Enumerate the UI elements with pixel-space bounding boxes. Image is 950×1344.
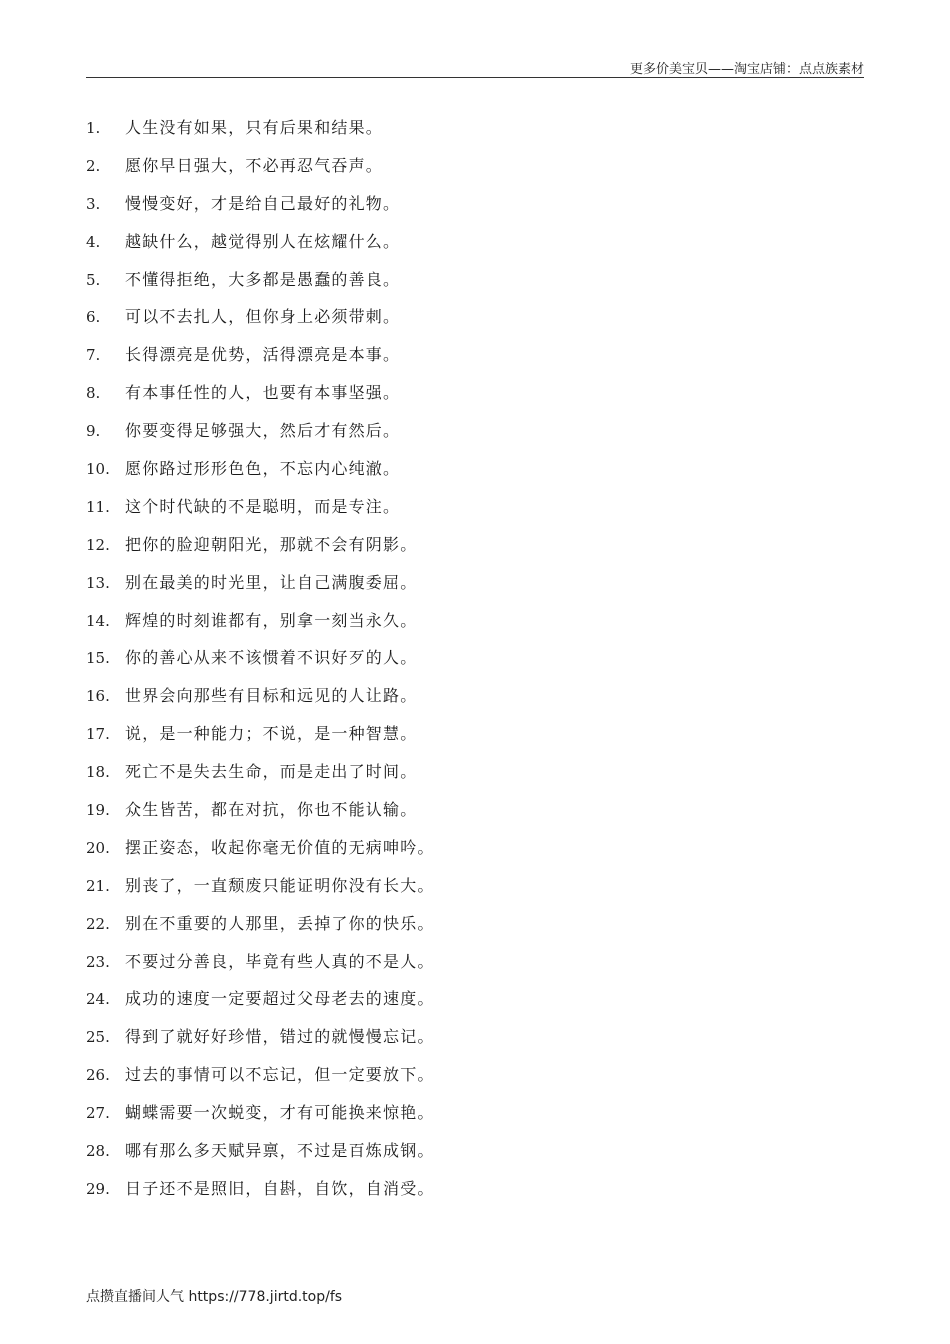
list-item-number: 9. [86,422,101,441]
list-item [86,261,435,299]
quote-list [86,109,435,1208]
list-item-number: 17. [86,725,110,744]
list-item-number: 14. [86,611,110,630]
list-item-text: 别丧了，一直颓废只能证明你没有长大。 [125,875,435,895]
list-item-number: 19. [86,801,110,820]
footer-text: 点攒直播间人气 https://778.jirtd.top/fs [86,1289,343,1305]
list-item-number: 25. [86,1028,110,1047]
list-item-number: 23. [86,952,110,971]
list-item-number: 16. [86,687,110,706]
list-item [86,298,435,336]
list-item-number: 27. [86,1104,110,1123]
list-item [86,450,435,488]
list-item-number: 20. [86,838,110,857]
list-item-text: 过去的事情可以不忘记，但一定要放下。 [125,1065,435,1085]
list-item [86,109,435,147]
list-item-number: 6. [86,308,101,327]
list-item [86,753,435,791]
list-item [86,147,435,185]
list-item [86,488,435,526]
list-item [86,905,435,943]
list-item-text: 愿你路过形形色色，不忘内心纯澈。 [125,459,401,479]
list-item-text: 越缺什么，越觉得别人在炫耀什么。 [125,231,401,251]
list-item-number: 29. [86,1179,110,1198]
list-item-text: 得到了就好好珍惜，错过的就慢慢忘记。 [125,1027,435,1047]
list-item-text: 长得漂亮是优势，活得漂亮是本事。 [125,345,401,365]
list-item-text: 别在不重要的人那里，丢掉了你的快乐。 [125,913,435,933]
list-item [86,526,435,564]
list-item-number: 22. [86,914,110,933]
list-item [86,602,435,640]
list-item [86,1170,435,1208]
list-item-number: 21. [86,876,110,895]
list-item-text: 世界会向那些有目标和远见的人让路。 [125,686,418,706]
list-item [86,185,435,223]
list-item-number: 15. [86,649,110,668]
header-text: 更多价美宝贝——淘宝店铺：点点族素材 [629,62,864,77]
list-item-text: 别在最美的时光里，让自己满腹委屈。 [125,572,418,592]
list-item-number: 10. [86,460,110,479]
page-header [86,56,864,78]
list-item-text: 人生没有如果，只有后果和结果。 [125,118,384,137]
list-item-number: 7. [86,346,101,365]
list-item [86,829,435,867]
list-item-text: 哪有那么多天赋异禀，不过是百炼成钢。 [125,1141,435,1161]
list-item [86,639,435,677]
list-item-number: 2. [86,156,101,175]
list-item-text: 成功的速度一定要超过父母老去的速度。 [125,989,435,1009]
list-item-number: 18. [86,763,110,782]
list-item [86,715,435,753]
list-item-text: 慢慢变好，才是给自己最好的礼物。 [125,193,401,213]
list-item [86,943,435,981]
list-item-text: 你要变得足够强大，然后才有然后。 [125,421,401,441]
list-item-number: 26. [86,1066,110,1085]
list-item-text: 愿你早日强大，不必再忍气吞声。 [125,155,384,175]
list-item-text: 不要过分善良，毕竟有些人真的不是人。 [125,951,435,971]
list-item-text: 可以不去扎人，但你身上必须带刺。 [125,307,401,327]
list-item [86,374,435,412]
list-item-number: 24. [86,990,110,1009]
list-item-text: 众生皆苦，都在对抗，你也不能认输。 [125,800,418,820]
list-item [86,1132,435,1170]
list-item-number: 4. [86,232,101,251]
list-item [86,336,435,374]
list-item-text: 蝴蝶需要一次蜕变，才有可能换来惊艳。 [125,1103,435,1123]
list-item-number: 28. [86,1142,110,1161]
list-item-text: 这个时代缺的不是聪明，而是专注。 [125,496,401,516]
list-item-text: 把你的脸迎朝阳光，那就不会有阴影。 [125,534,418,554]
list-item-text: 你的善心从来不该惯着不识好歹的人。 [125,648,418,668]
list-item-number: 1. [86,119,101,137]
list-item-number: 3. [86,194,101,213]
list-item-number: 8. [86,384,101,403]
list-item [86,1056,435,1094]
list-item-number: 5. [86,270,101,289]
list-item-number: 11. [86,497,110,516]
list-item-number: 12. [86,535,110,554]
list-item [86,412,435,450]
list-item [86,564,435,602]
list-item-text: 死亡不是失去生命，而是走出了时间。 [125,762,418,782]
list-item [86,867,435,905]
list-item-text: 说，是一种能力；不说，是一种智慧。 [125,724,418,744]
list-item [86,1094,435,1132]
list-item [86,1018,435,1056]
list-item [86,980,435,1018]
list-item-text: 不懂得拒绝，大多都是愚蠢的善良。 [125,269,401,289]
list-item-text: 日子还不是照旧，自斟，自饮，自消受。 [125,1178,435,1198]
list-item [86,223,435,261]
list-item-text: 有本事任性的人，也要有本事坚强。 [125,383,401,403]
list-item-text: 辉煌的时刻谁都有，别拿一刻当永久。 [125,610,418,630]
list-item [86,791,435,829]
list-item-number: 13. [86,573,110,592]
list-item-text: 摆正姿态，收起你毫无价值的无病呻吟。 [125,837,435,857]
list-item [86,677,435,715]
